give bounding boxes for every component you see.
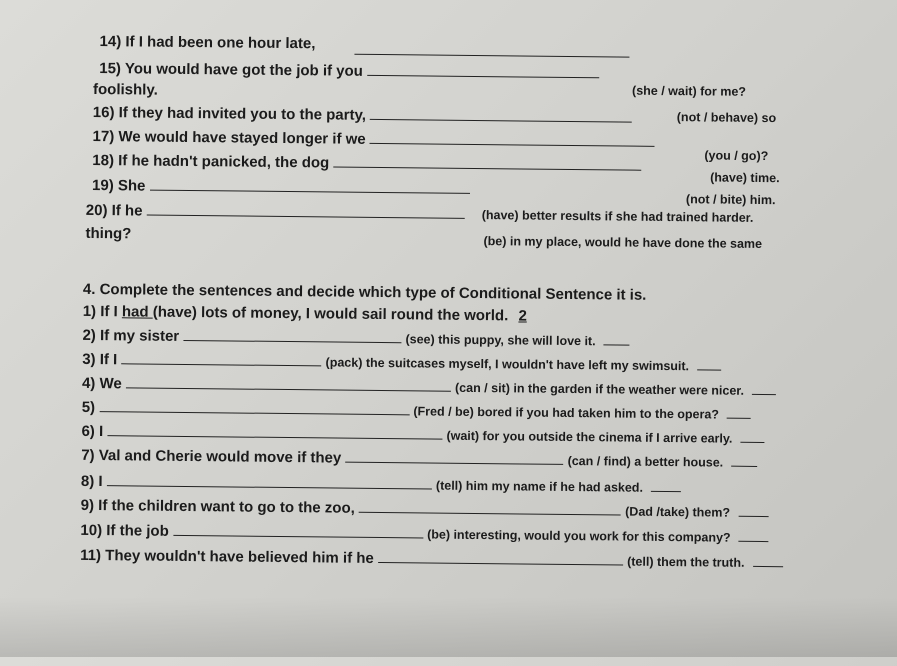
item-6-type[interactable] <box>741 430 765 443</box>
item-7-type[interactable] <box>731 454 757 467</box>
item-5-blank[interactable] <box>99 399 409 415</box>
item-8: 8) I (tell) him my name if he had asked. <box>81 473 681 497</box>
item-10-type[interactable] <box>739 529 769 542</box>
q18: 18) If he hadn't panicked, the dog <box>92 152 641 175</box>
q15-tail: foolishly. <box>92 80 158 99</box>
q20-tail: thing? <box>85 224 132 243</box>
item-9: 9) If the children want to go to the zoo, (Dad /take) them? <box>81 497 769 522</box>
item-1-answer[interactable]: had <box>121 303 153 321</box>
q19-hint: (have) better results if she had trained harder. <box>481 208 754 225</box>
item-11: 11) They wouldn't have believed him if he (tell) them the truth. <box>80 547 783 572</box>
q14: 14) If I had been one hour late, <box>99 33 316 53</box>
item-8-blank[interactable] <box>107 473 432 489</box>
item-6: 6) I (wait) for you outside the cinema if I arrive early. <box>81 423 764 448</box>
item-7-blank[interactable] <box>345 450 563 465</box>
q20-hint: (be) in my place, would he have done the same <box>483 234 763 251</box>
item-11-type[interactable] <box>753 554 783 567</box>
item-4-type[interactable] <box>752 382 776 395</box>
q15-hint: (not / behave) so <box>676 110 777 126</box>
item-2: 2) If my sister (see) this puppy, she will love it. <box>82 327 629 351</box>
q19-blank[interactable] <box>150 178 470 194</box>
q17: 17) We would have stayed longer if we <box>92 128 654 151</box>
q15-blank[interactable] <box>367 63 599 78</box>
q16-hint: (you / go)? <box>704 148 769 164</box>
item-1: 1) If I had (have) lots of money, I would sail round the world. 2 <box>82 302 527 325</box>
item-4-blank[interactable] <box>126 375 451 391</box>
item-10-blank[interactable] <box>173 523 423 539</box>
q16-blank[interactable] <box>370 107 632 123</box>
item-2-type[interactable] <box>604 332 630 345</box>
q15: 15) You would have got the job if you <box>99 60 599 82</box>
item-10: 10) If the job (be) interesting, would you work for this company? <box>80 522 769 547</box>
item-8-type[interactable] <box>651 479 681 492</box>
q17-blank[interactable] <box>370 131 655 147</box>
item-3: 3) If I (pack) the suitcases myself, I wouldn't have left my swimsuit. <box>82 351 721 376</box>
item-2-blank[interactable] <box>183 328 401 343</box>
section-heading: 4. Complete the sentences and decide which type of Conditional Sentence it is. <box>82 280 647 304</box>
item-6-blank[interactable] <box>107 423 442 440</box>
q16: 16) If they had invited you to the party, <box>93 104 632 127</box>
q19: 19) She <box>92 177 470 198</box>
item-4: 4) We (can / sit) in the garden if the weather were nicer. <box>82 375 776 400</box>
q18-hint: (not / bite) him. <box>685 192 776 208</box>
item-3-type[interactable] <box>697 357 721 370</box>
item-7: 7) Val and Cherie would move if they (can / find) a better house. <box>81 447 757 472</box>
q14-hint: (she / wait) for me? <box>632 83 747 99</box>
q17-hint: (have) time. <box>710 170 780 186</box>
q20-blank[interactable] <box>147 203 465 219</box>
item-9-type[interactable] <box>738 504 768 517</box>
q20: 20) If he <box>86 202 465 223</box>
page-shadow <box>0 597 897 657</box>
q14-blank[interactable] <box>354 42 629 62</box>
item-9-blank[interactable] <box>359 500 621 516</box>
q18-blank[interactable] <box>333 155 641 171</box>
item-11-blank[interactable] <box>378 550 623 566</box>
item-5-type[interactable] <box>727 406 751 419</box>
item-1-type[interactable]: 2 <box>518 307 527 325</box>
item-5: 5) (Fred / be) bored if you had taken him to the opera? <box>82 399 752 424</box>
item-3-blank[interactable] <box>121 351 321 366</box>
